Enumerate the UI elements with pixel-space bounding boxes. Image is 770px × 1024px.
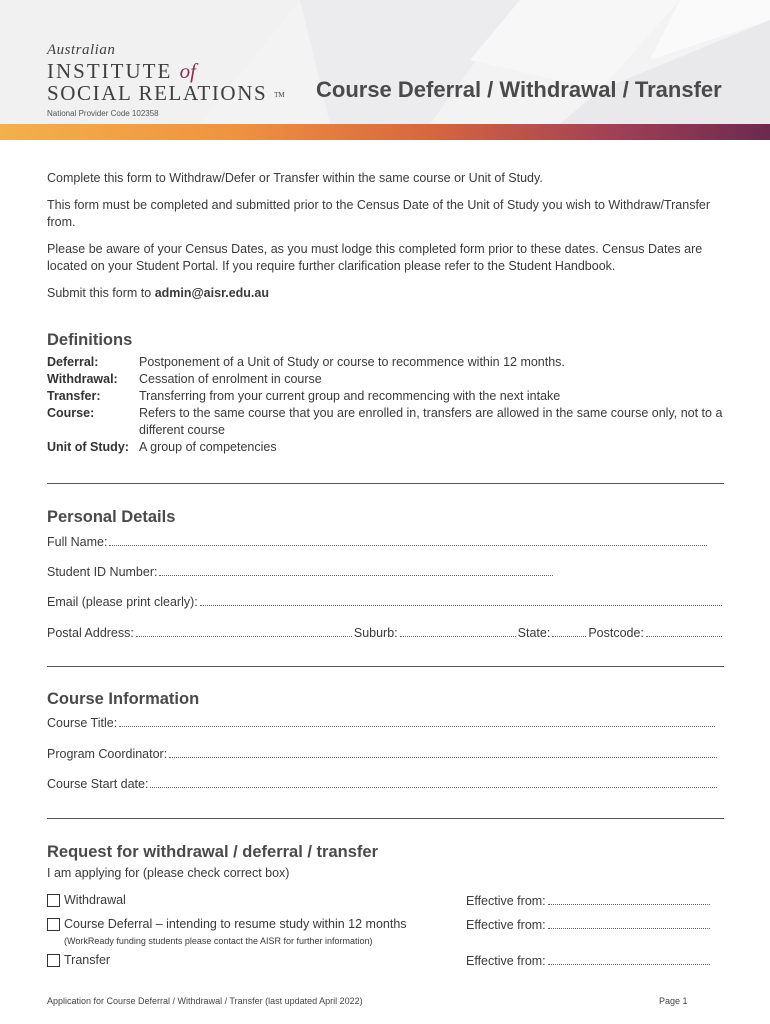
full-name-line[interactable] [109,545,707,546]
program-coordinator-line[interactable] [169,757,717,758]
course-title-field[interactable]: Course Title: [47,716,717,730]
footer-page-number: Page 1 [659,996,688,1006]
intro-paragraph-1: Complete this form to Withdraw/Defer or Transfer within the same course or Unit of Study. [47,171,543,185]
email-line[interactable] [200,605,722,606]
deferral-option[interactable]: Course Deferral – intending to resume study within 12 months [47,917,407,931]
postcode-line[interactable] [646,636,722,637]
logo-line-australian: Australian [47,42,116,58]
request-subheading: I am applying for (please check correct box) [47,866,290,880]
definition-row: Transfer: Transferring from your current group and recommencing with the next intake [47,389,561,403]
intro-paragraph-4: Submit this form to admin@aisr.edu.au [47,286,269,300]
deferral-effective-field[interactable]: Effective from: [466,918,712,932]
personal-details-heading: Personal Details [47,508,176,526]
transfer-effective-line[interactable] [548,964,710,965]
postal-address-line[interactable] [136,636,352,637]
section-divider [47,483,724,484]
page-title: Course Deferral / Withdrawal / Transfer [316,77,722,102]
definition-row: Withdrawal: Cessation of enrolment in course [47,372,322,386]
definition-row: Course: Refers to the same course that you are enrolled in, transfers are allowed in the same course only, not to a different course [47,406,723,437]
intro-paragraph-2: This form must be completed and submitted prior to the Census Date of the Unit of Study you wish to Withdraw/Transfer from. [47,198,711,229]
logo-line-social-relations: SOCIAL RELATIONS TM [47,81,285,105]
definition-row: Deferral: Postponement of a Unit of Study or course to recommence within 12 months. [47,355,565,369]
student-id-field[interactable]: Student ID Number: [47,565,555,579]
page-header [0,0,770,140]
course-information-heading: Course Information [47,690,200,708]
definition-row: Unit of Study: A group of competencies [47,440,277,454]
student-id-line[interactable] [159,575,553,576]
course-title-line[interactable] [119,726,715,727]
transfer-checkbox[interactable] [47,954,60,967]
withdrawal-option[interactable]: Withdrawal [47,893,126,907]
aisr-logo [47,42,285,118]
email-field[interactable]: Email (please print clearly): [47,595,724,609]
withdrawal-effective-line[interactable] [548,904,710,905]
suburb-line[interactable] [400,636,516,637]
course-start-date-field[interactable]: Course Start date: [47,777,719,791]
postal-address-row: Postal Address: Suburb: State: Postcode: [47,626,724,640]
deferral-note: (WorkReady funding students please contact the AISR for further information) [64,936,373,946]
request-heading: Request for withdrawal / deferral / transfer [47,843,378,861]
logo-line-institute: INSTITUTE of [47,59,196,83]
admin-email: admin@aisr.edu.au [154,286,269,300]
deferral-effective-line[interactable] [548,928,710,929]
withdrawal-checkbox[interactable] [47,894,60,907]
withdrawal-effective-field[interactable]: Effective from: [466,894,712,908]
section-divider [47,818,724,819]
intro-paragraph-3: Please be aware of your Census Dates, as you must lodge this completed form prior to these dates. Census Dates are located on your Student Portal. If you require further clarification please refer to the Student Handbook. [47,242,703,273]
definitions-list [47,354,727,456]
section-divider [47,666,724,667]
transfer-effective-field[interactable]: Effective from: [466,954,712,968]
state-line[interactable] [552,636,586,637]
provider-code: National Provider Code 102358 [47,109,159,119]
transfer-option[interactable]: Transfer [47,953,110,967]
definitions-heading: Definitions [47,331,133,349]
full-name-field[interactable]: Full Name: [47,535,709,549]
intro-text [47,170,727,312]
gradient-bar [0,124,770,140]
course-start-date-line[interactable] [150,787,717,788]
deferral-checkbox[interactable] [47,918,60,931]
footer-document-info: Application for Course Deferral / Withdrawal / Transfer (last updated April 2022) [47,996,363,1006]
program-coordinator-field[interactable]: Program Coordinator: [47,747,719,761]
